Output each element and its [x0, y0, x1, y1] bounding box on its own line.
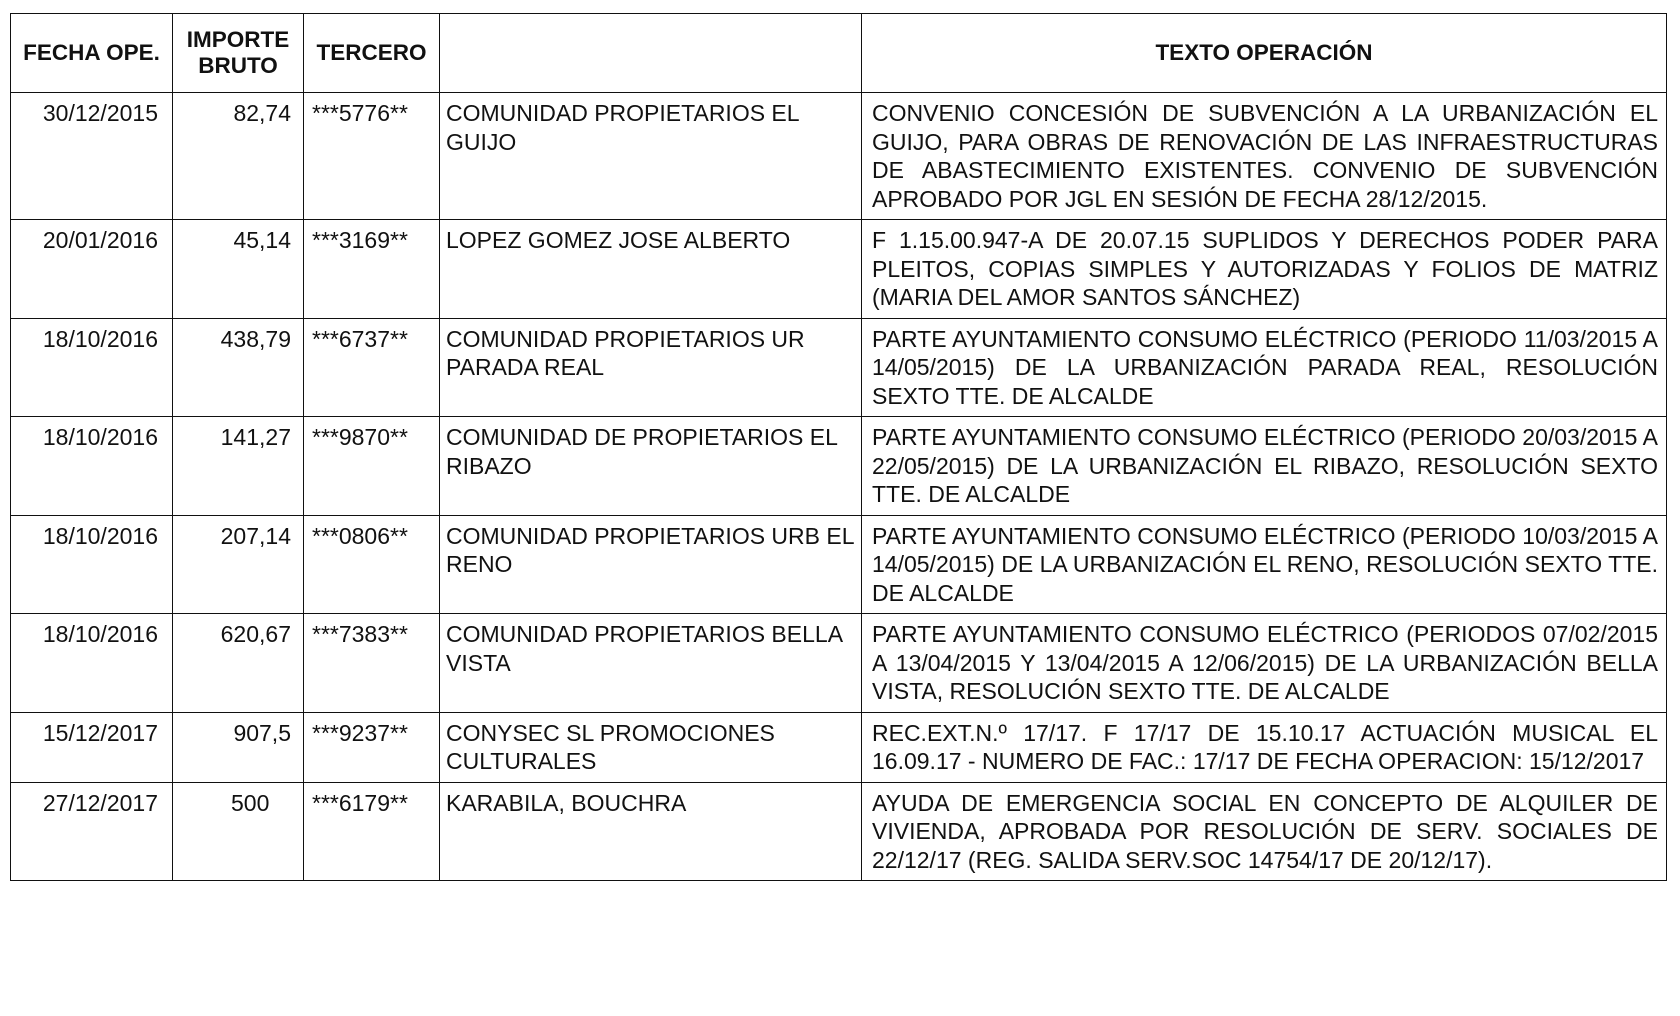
cell-tercero: ***7383** — [304, 614, 440, 713]
cell-texto: PARTE AYUNTAMIENTO CONSUMO ELÉCTRICO (PERIODOS 07/02/2015 A 13/04/2015 Y 13/04/2015 A 12/06/2015) DE LA URBANIZACIÓN BELLA VISTA, RESOLUCIÓN SEXTO TTE. DE ALCALDE — [862, 614, 1667, 713]
table-row — [11, 782, 1667, 881]
cell-importe: 438,79 — [173, 318, 304, 417]
table-row — [11, 318, 1667, 417]
header-texto: TEXTO OPERACIÓN — [862, 14, 1667, 93]
cell-importe: 82,74 — [173, 93, 304, 220]
cell-importe: 141,27 — [173, 417, 304, 516]
header-nombre — [440, 14, 862, 93]
cell-texto: F 1.15.00.947-A DE 20.07.15 SUPLIDOS Y DERECHOS PODER PARA PLEITOS, COPIAS SIMPLES Y AUTORIZADAS Y FOLIOS DE MATRIZ (MARIA DEL AMOR SANTOS SÁNCHEZ) — [862, 220, 1667, 319]
cell-fecha: 30/12/2015 — [11, 93, 173, 220]
header-importe-line1: IMPORTE — [186, 27, 290, 52]
cell-tercero: ***9870** — [304, 417, 440, 516]
header-row — [11, 14, 1667, 93]
cell-tercero: ***9237** — [304, 712, 440, 782]
cell-importe: 500 — [173, 782, 304, 881]
table-row — [11, 93, 1667, 220]
cell-nombre: LOPEZ GOMEZ JOSE ALBERTO — [440, 220, 862, 319]
cell-nombre: COMUNIDAD DE PROPIETARIOS EL RIBAZO — [440, 417, 862, 516]
operations-table — [10, 13, 1667, 881]
cell-fecha: 15/12/2017 — [11, 712, 173, 782]
cell-nombre: COMUNIDAD PROPIETARIOS BELLA VISTA — [440, 614, 862, 713]
table-row — [11, 220, 1667, 319]
cell-texto: REC.EXT.N.º 17/17. F 17/17 DE 15.10.17 ACTUACIÓN MUSICAL EL 16.09.17 - NUMERO DE FAC.: 17/17 DE FECHA OPERACION: 15/12/2017 — [862, 712, 1667, 782]
cell-importe: 620,67 — [173, 614, 304, 713]
cell-fecha: 27/12/2017 — [11, 782, 173, 881]
cell-tercero: ***5776** — [304, 93, 440, 220]
table-row — [11, 614, 1667, 713]
cell-fecha: 20/01/2016 — [11, 220, 173, 319]
cell-texto: PARTE AYUNTAMIENTO CONSUMO ELÉCTRICO (PERIODO 10/03/2015 A 14/05/2015) DE LA URBANIZACIÓN EL RENO, RESOLUCIÓN SEXTO TTE. DE ALCALDE — [862, 515, 1667, 614]
cell-tercero: ***6179** — [304, 782, 440, 881]
cell-tercero: ***6737** — [304, 318, 440, 417]
cell-texto: CONVENIO CONCESIÓN DE SUBVENCIÓN A LA URBANIZACIÓN EL GUIJO, PARA OBRAS DE RENOVACIÓN DE LAS INFRAESTRUCTURAS DE ABASTECIMIENTO EXISTENTES. CONVENIO DE SUBVENCIÓN APROBADO POR JGL EN SESIÓN DE FECHA 28/12/2015. — [862, 93, 1667, 220]
cell-texto: AYUDA DE EMERGENCIA SOCIAL EN CONCEPTO DE ALQUILER DE VIVIENDA, APROBADA POR RESOLUCIÓN DE SERV. SOCIALES DE 22/12/17 (REG. SALIDA SERV.SOC 14754/17 DE 20/12/17). — [862, 782, 1667, 881]
header-tercero: TERCERO — [304, 14, 440, 93]
header-fecha: FECHA OPE. — [11, 14, 173, 93]
cell-importe: 207,14 — [173, 515, 304, 614]
cell-nombre: KARABILA, BOUCHRA — [440, 782, 862, 881]
cell-nombre: COMUNIDAD PROPIETARIOS URB EL RENO — [440, 515, 862, 614]
header-importe — [173, 14, 304, 93]
cell-nombre: COMUNIDAD PROPIETARIOS EL GUIJO — [440, 93, 862, 220]
cell-tercero: ***0806** — [304, 515, 440, 614]
cell-importe: 907,5 — [173, 712, 304, 782]
cell-fecha: 18/10/2016 — [11, 614, 173, 713]
table-row — [11, 712, 1667, 782]
table-row — [11, 417, 1667, 516]
cell-fecha: 18/10/2016 — [11, 417, 173, 516]
header-importe-line2: BRUTO — [198, 53, 278, 78]
cell-importe: 45,14 — [173, 220, 304, 319]
cell-texto: PARTE AYUNTAMIENTO CONSUMO ELÉCTRICO (PERIODO 20/03/2015 A 22/05/2015) DE LA URBANIZACIÓN EL RIBAZO, RESOLUCIÓN SEXTO TTE. DE ALCALDE — [862, 417, 1667, 516]
cell-tercero: ***3169** — [304, 220, 440, 319]
cell-nombre: CONYSEC SL PROMOCIONES CULTURALES — [440, 712, 862, 782]
cell-fecha: 18/10/2016 — [11, 318, 173, 417]
table-row — [11, 515, 1667, 614]
cell-fecha: 18/10/2016 — [11, 515, 173, 614]
cell-texto: PARTE AYUNTAMIENTO CONSUMO ELÉCTRICO (PERIODO 11/03/2015 A 14/05/2015) DE LA URBANIZACIÓN PARADA REAL, RESOLUCIÓN SEXTO TTE. DE ALCALDE — [862, 318, 1667, 417]
cell-nombre: COMUNIDAD PROPIETARIOS UR PARADA REAL — [440, 318, 862, 417]
